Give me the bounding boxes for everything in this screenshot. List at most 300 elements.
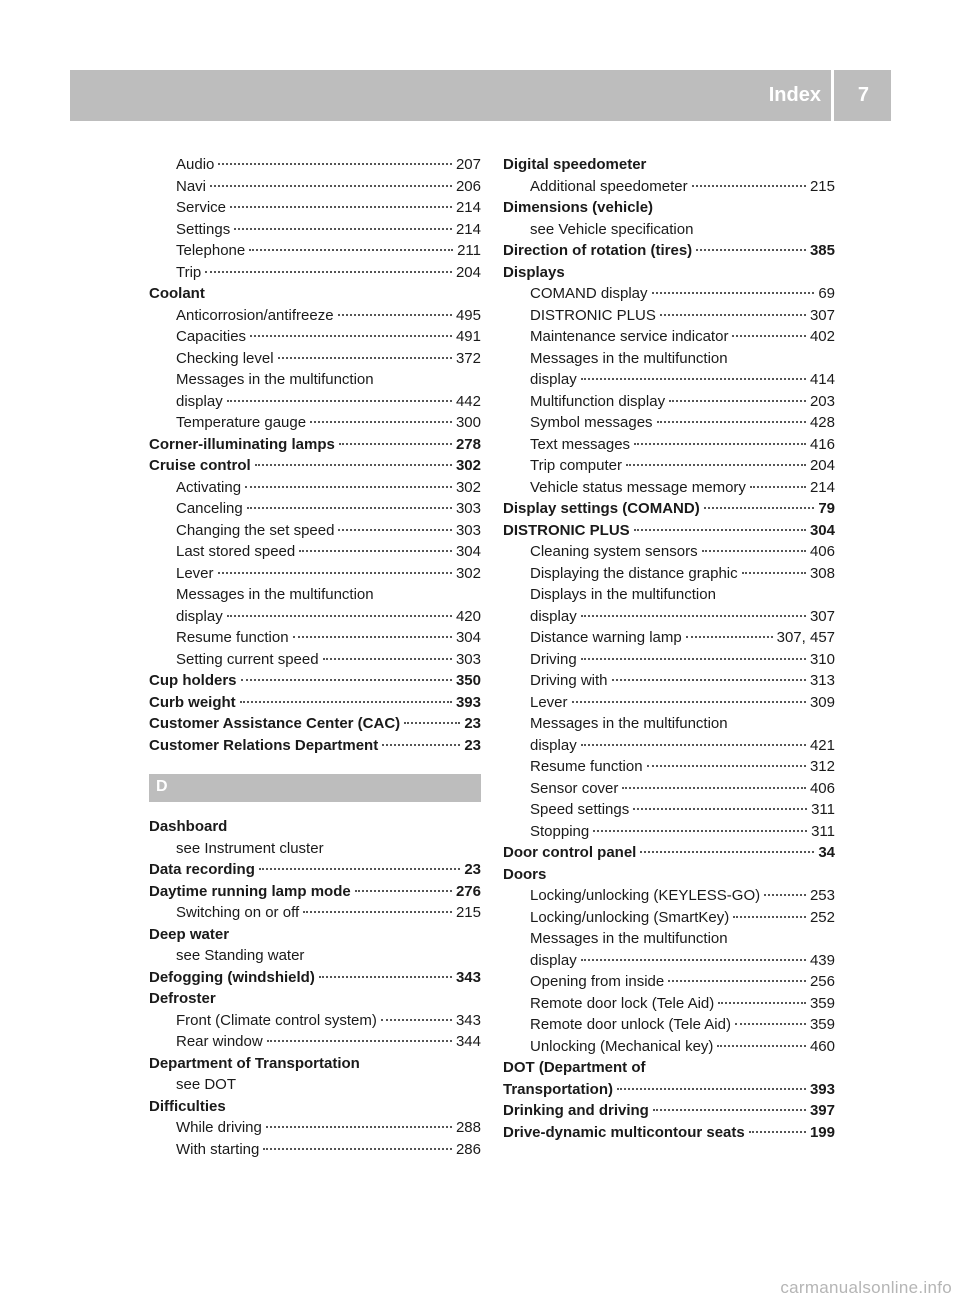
index-entry-page: 309: [809, 693, 835, 711]
index-entry-page: 414: [809, 371, 835, 388]
index-entry: [503, 950, 835, 972]
index-entry-page: 491: [455, 328, 481, 345]
dot-leader: [339, 443, 452, 445]
index-entry-page: 343: [455, 968, 481, 986]
index-entry-label: Rear window: [176, 1033, 263, 1050]
index-entry-label: Customer Relations Department: [149, 736, 379, 754]
index-entry-page: 278: [455, 435, 481, 453]
dot-leader: [749, 1131, 806, 1133]
dot-leader: [247, 507, 452, 509]
index-entry-page: 406: [809, 779, 835, 797]
index-title: Index: [768, 84, 821, 106]
index-entry-page: 372: [455, 349, 481, 367]
index-entry-label: Remote door lock (Tele Aid): [530, 994, 715, 1012]
dot-leader: [581, 658, 806, 660]
dot-leader: [278, 357, 452, 359]
index-entry: [149, 541, 481, 563]
dot-leader: [240, 701, 452, 703]
dot-leader: [338, 314, 452, 316]
index-entry-label: Defroster: [149, 990, 216, 1007]
index-entry-page: 311: [811, 822, 835, 840]
index-list-d: [149, 816, 481, 1160]
index-entry-label: display: [176, 392, 223, 410]
index-entry-label: Messages in the multifunction: [176, 371, 374, 388]
index-entry-page: 207: [455, 156, 481, 173]
index-entry-label: Messages in the multifunction: [530, 349, 728, 367]
dot-leader: [205, 271, 452, 273]
index-entry: [503, 864, 835, 886]
index-entry: [503, 197, 835, 219]
index-entry-label: Text messages: [530, 435, 631, 453]
index-entry-label: Sensor cover: [530, 779, 619, 797]
index-entry-page: 203: [809, 392, 835, 410]
index-entry-label: Anticorrosion/antifreeze: [176, 306, 334, 324]
index-entry-label: With starting: [176, 1140, 260, 1158]
index-entry-page: 416: [809, 435, 835, 453]
index-entry-page: 286: [455, 1140, 481, 1158]
dot-leader: [733, 916, 806, 918]
index-entry-label: Drinking and driving: [503, 1102, 649, 1119]
dot-leader: [634, 443, 806, 445]
index-entry-page: 343: [455, 1011, 481, 1029]
index-entry-label: Driving with: [530, 672, 608, 689]
index-entry-label: Front (Climate control system): [176, 1011, 377, 1029]
index-entry: [149, 369, 481, 391]
index-entry-page: 215: [809, 177, 835, 195]
index-entry-label: Curb weight: [149, 693, 236, 711]
index-entry-page: 302: [455, 457, 481, 474]
dot-leader: [718, 1002, 806, 1004]
index-entry-page: 211: [457, 242, 481, 259]
dot-leader: [255, 464, 452, 466]
index-entry-page: 304: [455, 629, 481, 646]
index-entry-label: Distance warning lamp: [530, 629, 682, 646]
index-list-d-continued: [503, 154, 835, 1143]
dot-leader: [669, 400, 806, 402]
index-entry-label: Switching on or off: [176, 904, 300, 921]
index-entry: [149, 859, 481, 881]
index-column-right: [503, 154, 835, 1143]
dot-leader: [319, 976, 452, 978]
section-letter: D: [156, 778, 168, 795]
index-entry-label: Additional speedometer: [530, 177, 688, 195]
index-entry: [503, 584, 835, 606]
index-entry-label: Transportation): [503, 1080, 614, 1098]
index-entry: [149, 498, 481, 520]
index-entry: [503, 799, 835, 821]
index-entry: [503, 756, 835, 778]
index-entry-label: Locking/unlocking (SmartKey): [530, 908, 730, 926]
dot-leader: [652, 292, 815, 294]
index-entry: [503, 692, 835, 714]
index-entry-page: 307: [809, 607, 835, 625]
index-entry: [149, 627, 481, 649]
index-entry: [149, 154, 481, 176]
dot-leader: [686, 636, 773, 638]
index-entry-label: Resume function: [530, 758, 643, 775]
index-entry-page: 253: [809, 887, 835, 904]
index-entry: [149, 735, 481, 757]
index-entry: [503, 606, 835, 628]
index-entry-label: Direction of rotation (tires): [503, 242, 693, 259]
dot-leader: [581, 959, 806, 961]
index-entry: [503, 326, 835, 348]
index-entry: [149, 988, 481, 1010]
index-entry: [149, 692, 481, 714]
index-column-left: [149, 154, 481, 1160]
index-entry-page: 214: [455, 220, 481, 238]
dot-leader: [593, 830, 807, 832]
index-entry: [503, 154, 835, 176]
dot-leader: [622, 787, 806, 789]
index-entry-label: COMAND display: [530, 285, 648, 302]
index-entry: [149, 1139, 481, 1161]
index-entry: [503, 283, 835, 305]
index-entry: [503, 928, 835, 950]
index-entry-label: Daytime running lamp mode: [149, 882, 351, 900]
index-entry-page: 460: [809, 1037, 835, 1055]
index-entry: [149, 455, 481, 477]
index-entry-label: see Standing water: [176, 947, 305, 964]
dot-leader: [404, 722, 460, 724]
index-entry-label: Opening from inside: [530, 973, 665, 990]
dot-leader: [704, 507, 815, 509]
dot-leader: [323, 658, 452, 660]
index-entry-page: 313: [809, 672, 835, 689]
index-entry-page: 79: [818, 500, 835, 517]
index-entry-label: Navi: [176, 177, 207, 195]
dot-leader: [702, 550, 806, 552]
index-entry: [149, 197, 481, 219]
index-entry-label: display: [530, 736, 577, 754]
index-entry-label: see Instrument cluster: [176, 839, 324, 857]
index-entry: [149, 1010, 481, 1032]
dot-leader: [303, 911, 452, 913]
index-entry-label: Digital speedometer: [503, 156, 647, 173]
dot-leader: [668, 980, 806, 982]
index-entry-label: Displaying the distance graphic: [530, 564, 738, 582]
dot-leader: [259, 868, 460, 870]
index-entry: [503, 520, 835, 542]
dot-leader: [293, 636, 452, 638]
index-list-c: [149, 154, 481, 756]
index-entry-page: 204: [809, 457, 835, 474]
index-entry-page: 23: [464, 715, 481, 732]
index-entry-page: 303: [455, 650, 481, 668]
index-entry-page: 312: [809, 758, 835, 775]
index-entry-page: 359: [809, 994, 835, 1012]
index-entry-label: Remote door unlock (Tele Aid): [530, 1016, 731, 1033]
index-entry: [503, 240, 835, 262]
index-entry-label: Capacities: [176, 328, 247, 345]
index-entry-label: Changing the set speed: [176, 521, 335, 539]
index-entry-label: Speed settings: [530, 801, 630, 818]
dot-leader: [355, 890, 452, 892]
index-entry: [149, 945, 481, 967]
index-entry-label: display: [176, 607, 223, 625]
index-entry-label: see Vehicle specification: [530, 220, 694, 238]
index-entry: [503, 885, 835, 907]
index-entry-label: Unlocking (Mechanical key): [530, 1037, 714, 1055]
index-entry-label: Customer Assistance Center (CAC): [149, 715, 401, 732]
index-entry: [503, 670, 835, 692]
index-entry-page: 302: [455, 564, 481, 582]
index-entry-page: 393: [455, 693, 481, 711]
index-entry: [503, 1014, 835, 1036]
index-entry: [149, 1096, 481, 1118]
dot-leader: [299, 550, 452, 552]
dot-leader: [382, 744, 460, 746]
dot-leader: [581, 744, 806, 746]
index-entry: [503, 627, 835, 649]
index-entry-label: Lever: [176, 564, 214, 582]
dot-leader: [732, 335, 806, 337]
dot-leader: [657, 421, 806, 423]
index-entry-page: 442: [455, 392, 481, 410]
index-entry: [503, 176, 835, 198]
index-entry: [149, 240, 481, 262]
index-entry: [503, 1100, 835, 1122]
dot-leader: [227, 400, 452, 402]
dot-leader: [660, 314, 806, 316]
dot-leader: [764, 894, 806, 896]
dot-leader: [227, 615, 452, 617]
index-entry: [503, 412, 835, 434]
index-entry-label: Coolant: [149, 285, 205, 302]
index-entry-label: Activating: [176, 478, 242, 496]
dot-leader: [230, 206, 452, 208]
index-entry-label: Drive-dynamic multicontour seats: [503, 1123, 745, 1141]
index-entry-page: 304: [809, 521, 835, 539]
index-entry: [149, 713, 481, 735]
index-entry-label: Service: [176, 199, 227, 216]
index-entry: [149, 563, 481, 585]
index-entry-label: Driving: [530, 650, 577, 668]
dot-leader: [245, 486, 452, 488]
index-entry: [149, 967, 481, 989]
index-entry: [503, 369, 835, 391]
index-entry: [503, 907, 835, 929]
index-entry-label: Multifunction display: [530, 392, 666, 410]
index-entry: [503, 713, 835, 735]
index-entry: [149, 1031, 481, 1053]
index-entry: [149, 902, 481, 924]
index-entry-label: Displays in the multifunction: [530, 586, 716, 603]
index-entry-label: Dashboard: [149, 818, 228, 835]
index-entry-page: 23: [464, 861, 481, 878]
index-entry-page: 34: [818, 844, 835, 861]
index-entry-page: 310: [809, 650, 835, 668]
index-entry-label: Symbol messages: [530, 414, 653, 431]
index-entry-page: 406: [809, 543, 835, 560]
dot-leader: [696, 249, 806, 251]
dot-leader: [581, 378, 806, 380]
index-entry-label: see DOT: [176, 1076, 237, 1093]
index-entry-label: DOT (Department of: [503, 1059, 646, 1076]
index-entry: [149, 283, 481, 305]
index-entry-label: Lever: [530, 693, 568, 711]
dot-leader: [234, 228, 452, 230]
index-entry-label: DISTRONIC PLUS: [530, 306, 656, 324]
index-entry-label: Vehicle status message memory: [530, 478, 746, 496]
index-entry-label: Trip computer: [530, 457, 622, 474]
index-entry-page: 385: [809, 242, 835, 259]
dot-leader: [634, 529, 806, 531]
dot-leader: [218, 572, 452, 574]
index-entry-label: Audio: [176, 156, 215, 173]
index-entry-page: 350: [455, 672, 481, 689]
index-entry-page: 439: [809, 951, 835, 969]
watermark: carmanualsonline.info: [780, 1278, 952, 1297]
index-entry: [503, 477, 835, 499]
index-entry-label: While driving: [176, 1119, 262, 1136]
index-entry: [149, 348, 481, 370]
index-entry-page: 256: [809, 973, 835, 990]
index-entry: [149, 924, 481, 946]
index-entry: [503, 219, 835, 241]
header-divider: [831, 70, 834, 121]
index-entry-label: Resume function: [176, 629, 289, 646]
index-entry: [149, 434, 481, 456]
index-entry-label: Locking/unlocking (KEYLESS-GO): [530, 887, 761, 904]
index-entry-page: 302: [455, 478, 481, 496]
dot-leader: [617, 1088, 806, 1090]
index-entry: [149, 838, 481, 860]
index-entry: [503, 348, 835, 370]
page-number: 7: [857, 84, 869, 106]
index-entry-label: Trip: [176, 263, 202, 281]
index-entry: [149, 584, 481, 606]
index-entry-label: DISTRONIC PLUS: [503, 521, 630, 539]
index-entry: [149, 1117, 481, 1139]
dot-leader: [633, 808, 807, 810]
index-entry-page: 303: [455, 521, 481, 539]
index-entry: [503, 434, 835, 456]
index-entry-label: Cleaning system sensors: [530, 543, 698, 560]
index-entry-page: 421: [809, 736, 835, 754]
section-header-d: [149, 774, 481, 802]
dot-leader: [735, 1023, 806, 1025]
dot-leader: [266, 1126, 452, 1128]
index-entry-label: Settings: [176, 220, 231, 238]
index-entry-page: 69: [818, 285, 835, 302]
index-entry-label: Messages in the multifunction: [530, 715, 728, 732]
index-entry: [503, 563, 835, 585]
index-entry-label: Messages in the multifunction: [530, 930, 728, 947]
index-entry-page: 397: [809, 1102, 835, 1119]
index-entry-page: 307, 457: [776, 629, 835, 646]
index-entry: [503, 1079, 835, 1101]
index-entry-label: Department of Transportation: [149, 1054, 360, 1072]
index-entry: [503, 1057, 835, 1079]
dot-leader: [267, 1040, 452, 1042]
index-entry: [149, 219, 481, 241]
index-entry: [149, 520, 481, 542]
index-entry-page: 23: [464, 736, 481, 754]
index-entry-label: Stopping: [530, 822, 590, 840]
index-entry: [503, 1036, 835, 1058]
dot-leader: [653, 1109, 806, 1111]
dot-leader: [218, 163, 452, 165]
index-entry: [149, 1074, 481, 1096]
index-entry-label: display: [530, 951, 577, 969]
index-entry: [503, 455, 835, 477]
index-entry-label: Dimensions (vehicle): [503, 199, 654, 216]
index-entry-label: display: [530, 607, 577, 625]
index-entry-page: 252: [809, 908, 835, 926]
index-entry: [503, 735, 835, 757]
index-entry-label: Data recording: [149, 861, 255, 878]
index-entry-label: Canceling: [176, 500, 243, 517]
index-entry-page: 308: [809, 564, 835, 582]
index-entry: [503, 993, 835, 1015]
index-entry-page: 199: [809, 1123, 835, 1141]
index-entry: [503, 971, 835, 993]
index-entry: [149, 606, 481, 628]
index-entry-page: 307: [809, 306, 835, 324]
index-entry-label: display: [530, 371, 577, 388]
index-entry-page: 214: [809, 478, 835, 496]
index-entry: [149, 816, 481, 838]
dot-leader: [742, 572, 806, 574]
index-entry: [503, 649, 835, 671]
dot-leader: [717, 1045, 806, 1047]
dot-leader: [640, 851, 814, 853]
index-entry-page: 393: [809, 1080, 835, 1098]
index-entry-label: Display settings (COMAND): [503, 500, 700, 517]
index-entry: [503, 821, 835, 843]
dot-leader: [381, 1019, 452, 1021]
index-entry-page: 359: [809, 1016, 835, 1033]
index-entry-label: Door control panel: [503, 844, 637, 861]
index-entry-page: 428: [809, 414, 835, 431]
page-header: [70, 70, 891, 121]
index-entry-page: 311: [811, 801, 835, 818]
index-entry-page: 303: [455, 500, 481, 517]
index-entry: [149, 477, 481, 499]
dot-leader: [250, 335, 452, 337]
index-entry-label: Telephone: [176, 242, 246, 259]
index-entry: [149, 649, 481, 671]
index-entry-label: Deep water: [149, 925, 230, 943]
index-entry-page: 214: [455, 199, 481, 216]
dot-leader: [310, 421, 452, 423]
index-entry-page: 204: [455, 263, 481, 281]
index-entry-label: Cruise control: [149, 457, 251, 474]
index-entry-label: Doors: [503, 865, 547, 883]
index-entry-page: 495: [455, 306, 481, 324]
index-entry-label: Checking level: [176, 349, 274, 367]
index-entry: [149, 262, 481, 284]
index-entry-label: Messages in the multifunction: [176, 586, 374, 603]
index-entry-label: Defogging (windshield): [149, 968, 315, 986]
index-entry-page: 420: [455, 607, 481, 625]
index-entry: [149, 326, 481, 348]
dot-leader: [612, 679, 806, 681]
index-entry-label: Temperature gauge: [176, 414, 307, 431]
index-entry: [503, 1122, 835, 1144]
dot-leader: [572, 701, 806, 703]
index-entry-page: 402: [809, 328, 835, 345]
index-entry-page: 215: [455, 904, 481, 921]
index-entry: [503, 498, 835, 520]
index-entry-page: 300: [455, 414, 481, 431]
dot-leader: [581, 615, 806, 617]
index-entry: [503, 778, 835, 800]
dot-leader: [626, 464, 806, 466]
index-entry-page: 288: [455, 1119, 481, 1136]
index-entry-label: Difficulties: [149, 1097, 226, 1115]
